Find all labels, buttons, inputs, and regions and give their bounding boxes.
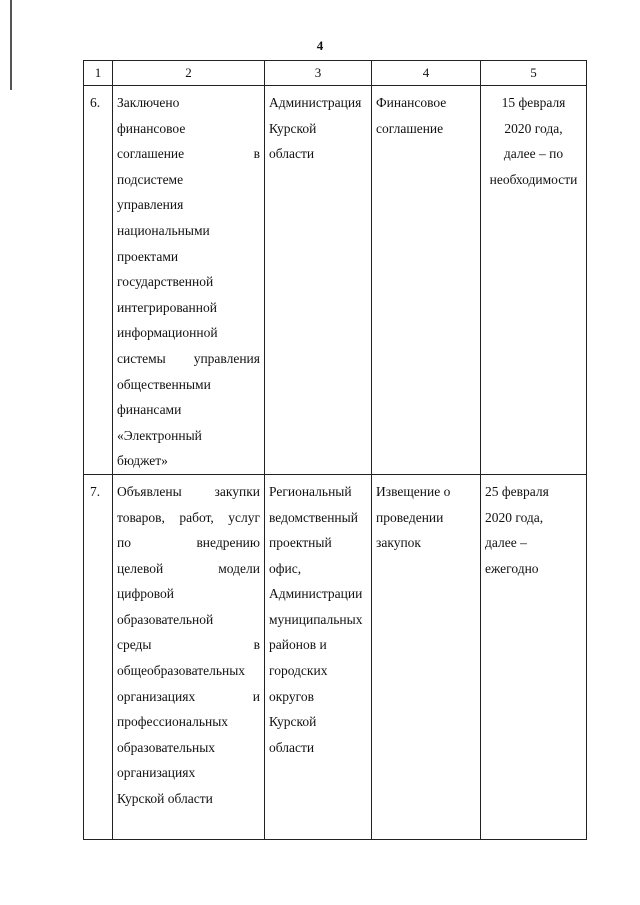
cell-text-line [117,505,260,531]
cell-text-line: финансами [117,402,182,418]
header-cell-3: 3 [265,61,372,86]
cell-text-line: образовательной [117,611,214,627]
responsible-cell [265,474,372,839]
cell-text-line: проектами [117,248,179,264]
cell-word: товаров, [117,509,165,525]
deadline-cell [481,86,587,475]
cell-text-line [117,141,260,167]
cell-text-line: Извещение о [376,483,451,499]
header-cell-1: 1 [84,61,113,86]
cell-text-line: цифровой [117,586,174,602]
cell-text-line: информационной [117,325,218,341]
cell-text-line: 2020 года, [504,120,563,136]
cell-text-line [117,632,260,658]
cell-text-line: Администрация [269,95,362,110]
row-number: 6. [90,95,101,110]
deadline-cell [481,474,587,839]
cell-text-line: муниципальных [269,611,363,627]
cell-text-line: интегрированной [117,299,217,315]
cell-word: в [253,146,260,162]
cell-text-line: Администрации [269,586,363,602]
measures-table [83,60,587,840]
responsible-cell [265,86,372,475]
measure-cell [113,474,265,839]
cell-text-line: ежегодно [485,560,539,576]
cell-text-line [117,479,260,505]
cell-text-line: офис, [269,560,302,576]
result-cell [372,86,481,475]
row-number-cell [84,474,113,839]
cell-text-line: финансовое [117,120,186,136]
cell-text-line: 2020 года, [485,509,544,525]
cell-word: системы [117,350,166,366]
cell-word: модели [218,560,260,576]
cell-text-line: Региональный [269,483,352,499]
header-cell-2: 2 [113,61,265,86]
cell-text-line: области [269,146,315,162]
header-cell-5: 5 [481,61,587,86]
cell-text-line: государственной [117,274,214,290]
cell-word: по [117,535,131,551]
cell-text-line [117,530,260,556]
cell-text-line: районов и [269,637,327,653]
cell-text-line: проведении [376,509,444,525]
cell-word: услуг [228,509,260,525]
cell-text-line: организациях [117,765,196,781]
cell-text-line: управления [117,197,184,213]
cell-text-line [117,684,260,710]
cell-text-line: проектный [269,535,332,551]
cell-word: в [253,637,260,653]
cell-text-line: бюджет» [117,453,168,469]
cell-word: среды [117,637,152,653]
cell-word: внедрению [196,535,260,551]
cell-text-line: 15 февраля [501,95,566,110]
cell-text-line: «Электронный [117,427,202,443]
cell-word: закупки [214,483,260,499]
page-number: 4 [316,38,324,53]
cell-text-line: необходимости [489,171,578,187]
cell-text-line: закупок [376,535,421,551]
cell-word: целевой [117,560,164,576]
cell-word: Объявлены [117,483,182,499]
cell-text-line: Заключено [117,95,180,110]
cell-text-line: городских [269,663,328,679]
cell-text-line: соглашение [376,120,444,136]
cell-text-line: Курской [269,714,317,730]
cell-text-line: общественными [117,376,211,392]
table-row [84,474,587,839]
cell-word: организациях [117,688,196,704]
cell-text-line: далее – по [503,146,564,162]
cell-text-line: национальными [117,222,210,238]
cell-text-line: Финансовое [376,95,447,110]
cell-text-line: подсистеме [117,171,184,187]
cell-word: соглашение [117,146,185,162]
cell-text-line: Курской области [117,791,213,807]
table-row [84,86,587,475]
cell-text-line: профессиональных [117,714,229,730]
cell-word: и [252,688,260,704]
table-header-row [84,61,587,86]
cell-text-line: общеобразовательных [117,663,246,679]
cell-text-line [117,346,260,372]
row-number-cell [84,86,113,475]
measure-cell [113,86,265,475]
result-cell [372,474,481,839]
cell-word: работ, [179,509,214,525]
header-cell-4: 4 [372,61,481,86]
cell-word: управления [193,350,260,366]
cell-text-line [117,556,260,582]
cell-text-line: Курской [269,120,317,136]
cell-text-line: образовательных [117,739,216,755]
cell-text-line: области [269,739,315,755]
row-number: 7. [90,483,101,499]
cell-text-line: ведомственный [269,509,358,525]
cell-text-line: далее – [485,535,527,551]
cell-text-line: 25 февраля [485,483,549,499]
cell-text-line: округов [269,688,314,704]
